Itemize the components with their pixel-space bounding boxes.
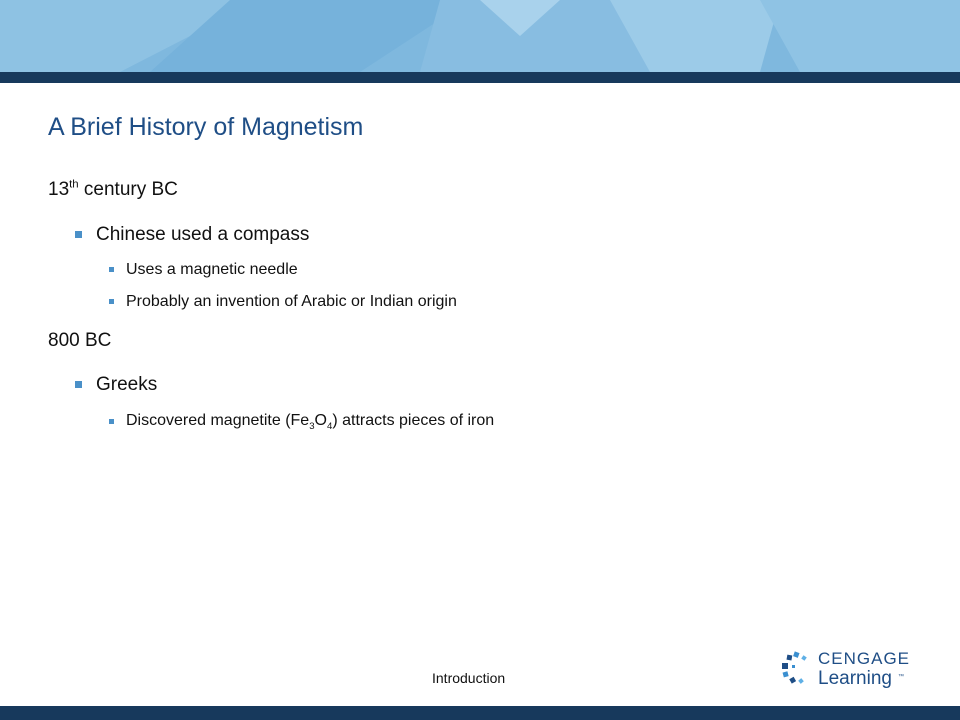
footer-label: Introduction bbox=[432, 670, 506, 686]
footer-rule bbox=[0, 706, 960, 720]
heading-rest: century BC bbox=[78, 179, 178, 200]
slide-title: A Brief History of Magnetism bbox=[48, 113, 364, 141]
magnetite-subscript-4: 4 bbox=[326, 421, 333, 433]
magnetite-text-1: Discovered magnetite (Fe bbox=[126, 412, 310, 429]
section-heading-13th-century bbox=[48, 179, 178, 201]
header-banner bbox=[0, 0, 960, 72]
heading-number: 13 bbox=[48, 179, 70, 200]
heading-superscript: th bbox=[69, 178, 79, 191]
magnetite-text-2: O bbox=[314, 412, 327, 429]
section-heading-800-bc: 800 BC bbox=[48, 330, 112, 351]
bullet-square-icon bbox=[109, 267, 114, 272]
banner-pattern bbox=[0, 0, 960, 72]
list-item-chinese-compass: Chinese used a compass bbox=[96, 224, 310, 245]
cengage-swirl-icon bbox=[778, 650, 814, 686]
header-rule bbox=[0, 72, 960, 83]
magnetite-subscript-3: 3 bbox=[309, 421, 315, 433]
bullet-square-icon bbox=[75, 381, 82, 388]
sub-item-magnetic-needle: Uses a magnetic needle bbox=[126, 261, 298, 278]
list-item-greeks: Greeks bbox=[96, 374, 158, 395]
cengage-learning-logo bbox=[778, 646, 918, 694]
bullet-square-icon bbox=[75, 231, 82, 238]
sub-item-origin: Probably an invention of Arabic or Indian origin bbox=[126, 293, 457, 310]
logo-trademark: ™ bbox=[898, 674, 904, 680]
magnetite-text-3: ) attracts pieces of iron bbox=[332, 412, 495, 429]
sub-item-magnetite bbox=[126, 412, 495, 433]
bullet-square-icon bbox=[109, 299, 114, 304]
logo-word-cengage: CENGAGE bbox=[818, 649, 911, 668]
bullet-square-icon bbox=[109, 419, 114, 424]
logo-word-learning: Learning bbox=[818, 668, 892, 689]
